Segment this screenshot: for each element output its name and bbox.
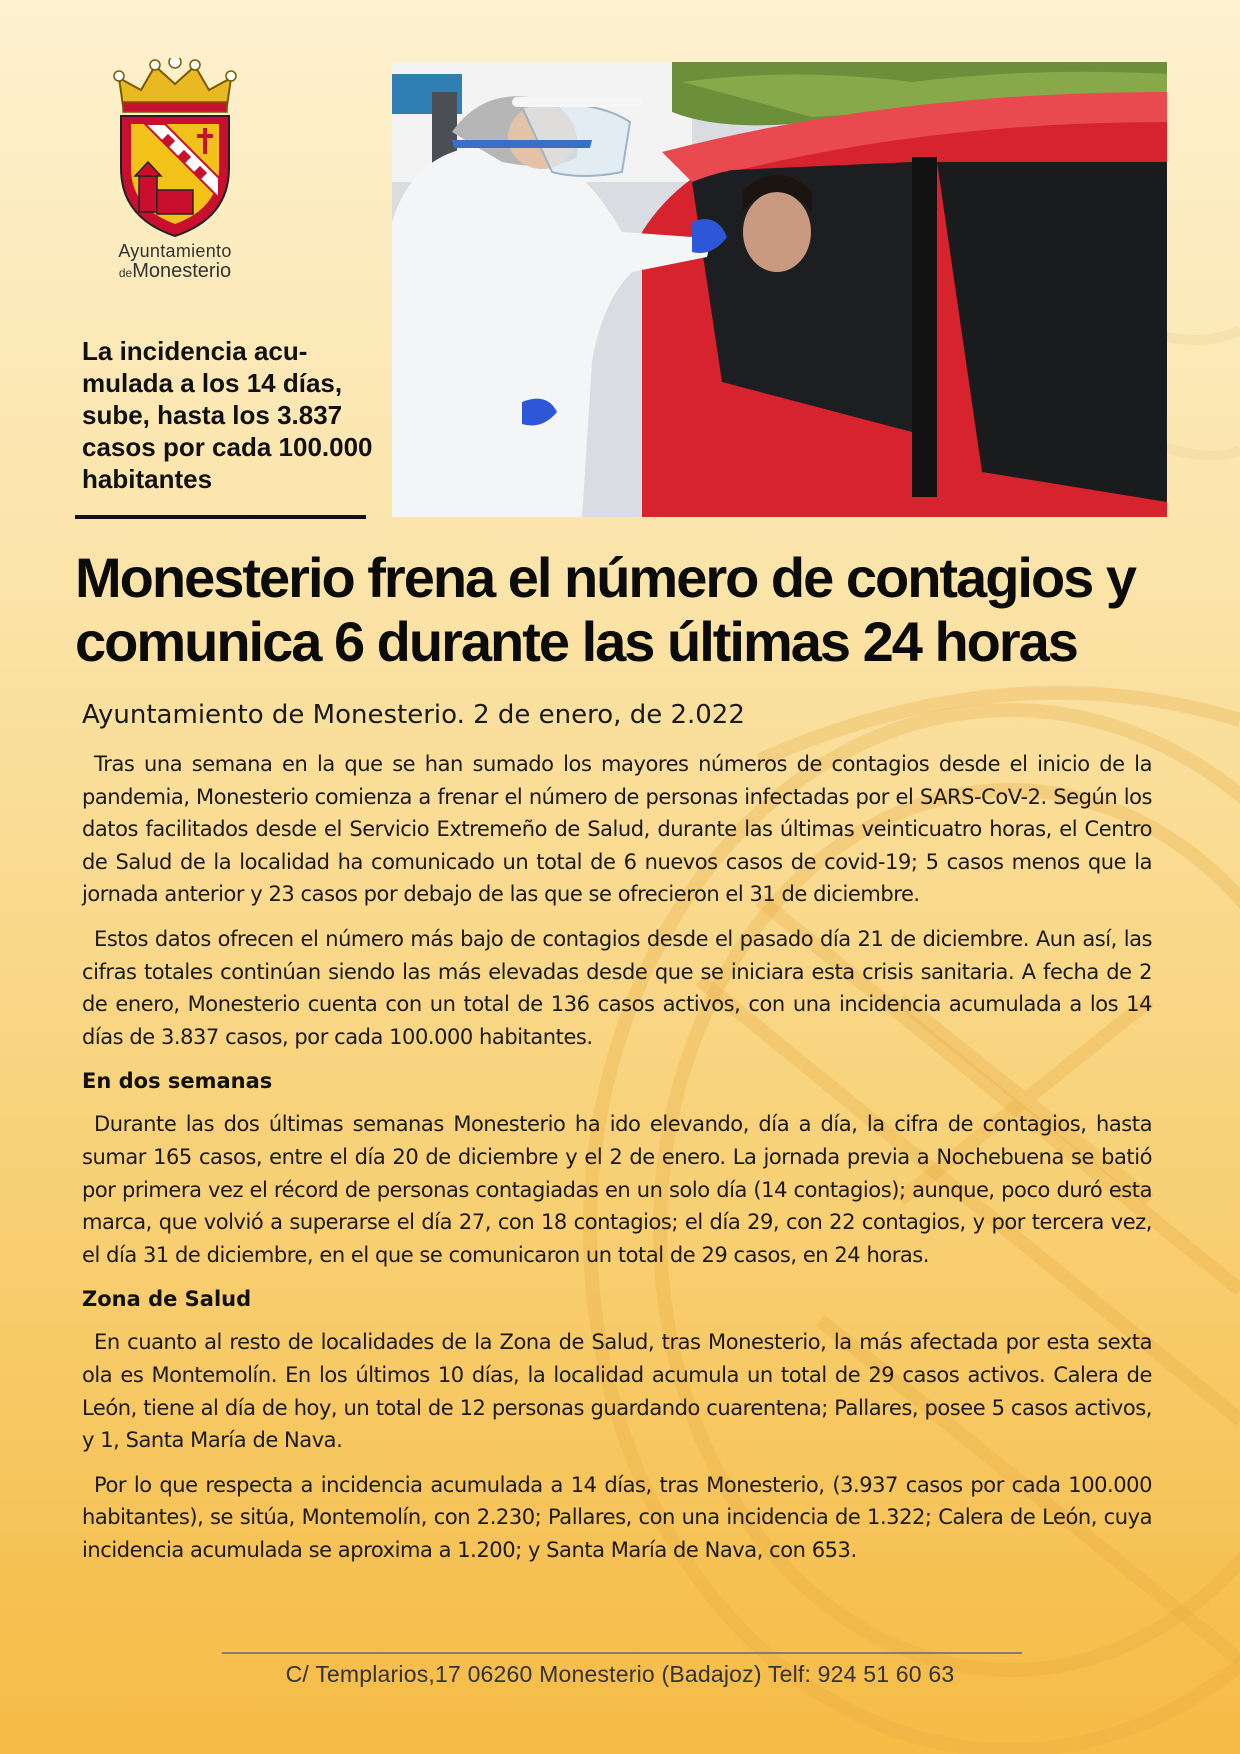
section-heading: En dos semanas — [82, 1069, 273, 1094]
incidence-highlight: La incidencia acu-mulada a los 14 días, sube, hasta los 3.837 casos por cada 100.000 habitantes — [82, 336, 373, 494]
highlight-divider — [75, 515, 366, 519]
section-heading: Zona de Salud — [82, 1287, 252, 1312]
byline: Ayuntamiento de Monesterio. 2 de enero, de 2.022 — [82, 700, 745, 730]
footer-divider — [222, 1652, 1022, 1654]
coat-of-arms-icon — [105, 58, 245, 238]
article-paragraph: Tras una semana en la que se han sumado los mayores números de contagios desde el inicio de la pandemia, Monesterio comienza a frenar el número de personas infectadas por el SARS-CoV-2. Según los datos facilitados desde el Servicio Extremeño de Salud, durante las últimas veinticuatro horas, el Centro de Salud de la localidad ha comunicado un total de 6 nuevos casos de covid-19; 5 casos menos que la jornada anterior y 23 casos por debajo de las que se ofrecieron el 31 de diciembre. — [82, 752, 1152, 907]
logo-line2-name: Monesterio — [132, 259, 232, 282]
logo-line2 — [90, 261, 260, 282]
article-body — [82, 748, 1152, 1578]
article-paragraph: Durante las dos últimas semanas Monesterio ha ido elevando, día a día, la cifra de contagios, hasta sumar 165 casos, entre el día 20 de diciembre y el 2 de enero. La jornada previa a Nochebuena se batió por primera vez el récord de personas contagiadas en un solo día (14 contagios); aunque, poco duró esta marca, que volvió a superarse el día 27, con 18 contagios; el día 29, con 22 contagios, y por tercera vez, el día 31 de diciembre, en el que se comunicaron un total de 29 casos, en 24 horas. — [82, 1112, 1152, 1267]
municipal-logo — [90, 58, 260, 282]
logo-line2-prefix: de — [118, 265, 133, 280]
headline: Monesterio frena el número de contagios y comunica 6 durante las últimas 24 horas — [75, 546, 1136, 673]
article-paragraph: Por lo que respecta a incidencia acumulada a 14 días, tras Monesterio, (3.937 casos por cada 100.000 habitantes), se sitúa, Montemolín, con 2.230; Pallares, con una incidencia de 1.322; Calera de León, cuya incidencia acumulada se aproxima a 1.200; y Santa María de Nava, con 653. — [82, 1472, 1152, 1562]
article-paragraph: Estos datos ofrecen el número más bajo de contagios desde el pasado día 21 de diciembre. Aun así, las cifras totales continúan siendo las más elevadas desde que se iniciara esta crisis sanitaria. A fecha de 2 de enero, Monesterio cuenta con un total de 136 casos activos, con una incidencia acumulada a los 14 días de 3.837 casos, por cada 100.000 habitantes. — [82, 926, 1152, 1049]
article-photo — [392, 62, 1167, 517]
footer-address: C/ Templarios,17 06260 Monesterio (Badajoz) Telf: 924 51 60 63 — [285, 1661, 955, 1687]
logo-line1: Ayuntamiento — [118, 241, 232, 261]
logo-text — [90, 242, 260, 282]
article-paragraph: En cuanto al resto de localidades de la Zona de Salud, tras Monesterio, la más afectada por esta sexta ola es Montemolín. En los últimos 10 días, la localidad acumula un total de 29 casos activos. Calera de León, tiene al día de hoy, un total de 12 personas guardando cuarentena; Pallares, posee 5 casos activos, y 1, Santa María de Nava. — [82, 1330, 1152, 1453]
